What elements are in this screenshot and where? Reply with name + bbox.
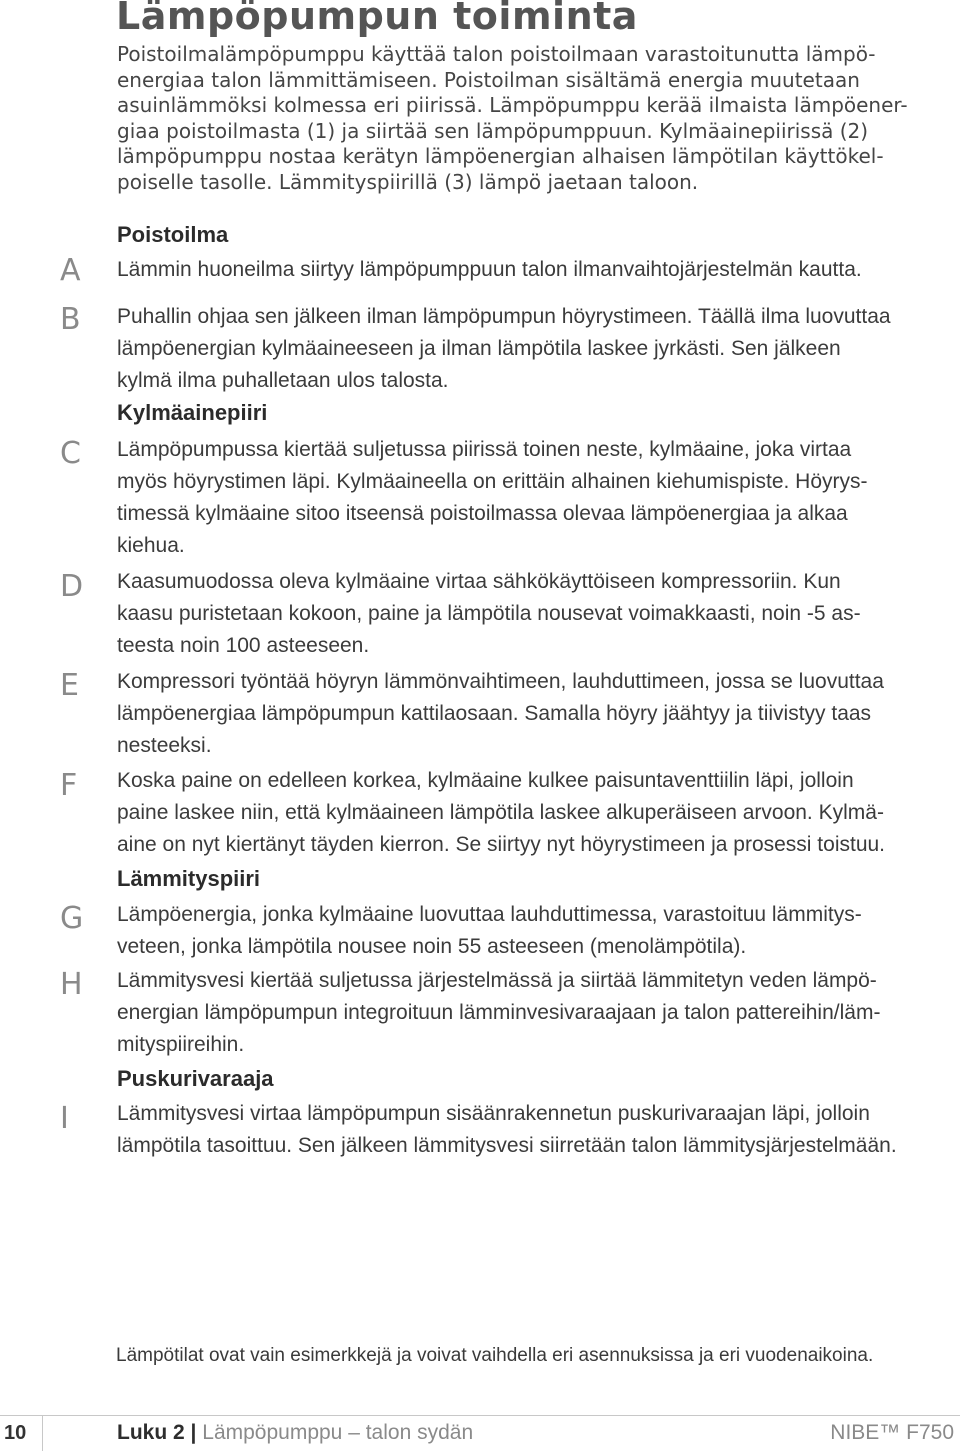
chapter-separator: | bbox=[190, 1421, 197, 1444]
intro-line: lämpöpumppu nostaa kerätyn lämpöenergian alhaisen lämpötilan käyttökel- bbox=[117, 144, 884, 168]
intro-text bbox=[117, 42, 955, 195]
brand-label: NIBE™ F750 bbox=[830, 1421, 954, 1444]
paragraph-line: teesta noin 100 asteeseen. bbox=[117, 634, 370, 657]
paragraph-line: lämpötila tasoittuu. Sen jälkeen lämmitysvesi siirretään talon lämmitysjärjestelmään. bbox=[117, 1134, 897, 1157]
paragraph-line: energian lämpöpumpun integroituun lämminvesivaraajaan ja talon pattereihin/läm- bbox=[117, 1001, 881, 1024]
paragraph-line: Lämmitysvesi kiertää suljetussa järjestelmässä ja siirtää lämmitetyn veden lämpö- bbox=[117, 969, 877, 992]
intro-line: poiselle tasolle. Lämmityspiirillä (3) lämpö jaetaan taloon. bbox=[117, 169, 699, 194]
paragraph-line: nesteeksi. bbox=[117, 734, 212, 757]
chapter-name: Lämpöpumppu – talon sydän bbox=[202, 1421, 474, 1444]
paragraph-b bbox=[117, 301, 891, 397]
paragraph-line: aine on nyt kiertänyt täyden kierron. Se siirtyy nyt höyrystimeen ja prosessi toistuu. bbox=[117, 833, 886, 856]
footer-divider-vertical bbox=[42, 1415, 43, 1451]
marker-a: A bbox=[60, 253, 81, 288]
paragraph-i bbox=[117, 1098, 897, 1162]
paragraph-line: Lämpöpumpussa kiertää suljetussa piirissä toinen neste, kylmäaine, joka virtaa bbox=[117, 438, 852, 461]
marker-f: F bbox=[60, 768, 78, 803]
paragraph-line: kylmä ilma puhalletaan ulos talosta. bbox=[117, 369, 449, 392]
marker-e: E bbox=[60, 668, 79, 703]
paragraph-line: paine laskee niin, että kylmäaineen lämpötila laskee alkuperäiseen arvoon. Kylmä- bbox=[117, 801, 884, 824]
paragraph-line: lämpöenergiaa lämpöpumpun kattilaosaan. Samalla höyry jäähtyy ja tiivistyy taas bbox=[117, 702, 872, 725]
marker-b: B bbox=[60, 302, 81, 337]
paragraph-h bbox=[117, 965, 880, 1061]
intro-line: Poistoilmalämpöpumppu käyttää talon poistoilmaan varastoitunutta lämpö- bbox=[117, 42, 876, 66]
marker-h: H bbox=[60, 967, 83, 1002]
page-title: Lämpöpumpun toiminta bbox=[116, 0, 638, 38]
intro-line: asuinlämmöksi kolmessa eri piirissä. Lämpöpumppu kerää ilmaista lämpöener- bbox=[117, 93, 908, 117]
heading-puskurivaraaja: Puskurivaraaja bbox=[117, 1066, 274, 1091]
paragraph-a bbox=[117, 254, 862, 286]
paragraph-line: kiehua. bbox=[117, 534, 185, 557]
chapter-number: Luku 2 bbox=[117, 1421, 185, 1444]
paragraph-line: Puhallin ohjaa sen jälkeen ilman lämpöpumpun höyrystimeen. Täällä ilma luovuttaa bbox=[117, 305, 891, 328]
footnote: Lämpötilat ovat vain esimerkkejä ja voivat vaihdella eri asennuksissa ja eri vuodenaikoina. bbox=[116, 1345, 874, 1366]
paragraph-line: myös höyrystimen läpi. Kylmäaineella on erittäin alhainen kiehumispiste. Höyrys- bbox=[117, 470, 868, 493]
paragraph-line: Lämmin huoneilma siirtyy lämpöpumppuun talon ilmanvaihtojärjestelmän kautta. bbox=[117, 258, 862, 281]
chapter-label bbox=[117, 1421, 473, 1445]
marker-g: G bbox=[60, 901, 84, 936]
paragraph-line: Lämpöenergia, jonka kylmäaine luovuttaa lauhduttimessa, varastoituu lämmitys- bbox=[117, 903, 862, 926]
intro-line: giaa poistoilmasta (1) ja siirtää sen lämpöpumppuun. Kylmäainepiirissä (2) bbox=[117, 118, 869, 143]
paragraph-line: kaasu puristetaan kokoon, paine ja lämpötila nousevat voimakkaasti, noin -5 as- bbox=[117, 602, 861, 625]
paragraph-line: timessä kylmäaine sitoo itseensä poistoilmassa olevaa lämpöenergiaa ja alkaa bbox=[117, 502, 848, 525]
footer-divider bbox=[0, 1415, 960, 1416]
page-number: 10 bbox=[4, 1422, 27, 1444]
intro-line: energiaa talon lämmittämiseen. Poistoilman sisältämä energia muutetaan bbox=[117, 67, 860, 92]
paragraph-line: lämpöenergian kylmäaineeseen ja ilman lämpötila laskee jyrkästi. Sen jälkeen bbox=[117, 337, 841, 360]
paragraph-line: veteen, jonka lämpötila nousee noin 55 asteeseen (menolämpötila). bbox=[117, 935, 747, 958]
paragraph-line: mityspiireihin. bbox=[117, 1033, 245, 1056]
marker-d: D bbox=[60, 569, 84, 604]
paragraph-d bbox=[117, 566, 861, 662]
paragraph-c bbox=[117, 434, 868, 562]
heading-lammityspiiri: Lämmityspiiri bbox=[117, 866, 261, 891]
paragraph-line: Kaasumuodossa oleva kylmäaine virtaa sähkökäyttöiseen kompressoriin. Kun bbox=[117, 570, 841, 593]
marker-i: I bbox=[60, 1101, 69, 1136]
paragraph-line: Kompressori työntää höyryn lämmönvaihtimeen, lauhduttimeen, jossa se luovuttaa bbox=[117, 670, 884, 693]
paragraph-g bbox=[117, 899, 862, 963]
paragraph-f bbox=[117, 765, 885, 861]
paragraph-line: Lämmitysvesi virtaa lämpöpumpun sisäänrakennetun puskurivaraajan läpi, jolloin bbox=[117, 1102, 870, 1125]
paragraph-e bbox=[117, 666, 884, 762]
heading-poistoilma: Poistoilma bbox=[117, 222, 229, 247]
marker-c: C bbox=[60, 436, 81, 471]
heading-kylmaainepiiri: Kylmäainepiiri bbox=[117, 400, 268, 425]
paragraph-line: Koska paine on edelleen korkea, kylmäaine kulkee paisuntaventtiilin läpi, jolloin bbox=[117, 769, 854, 792]
